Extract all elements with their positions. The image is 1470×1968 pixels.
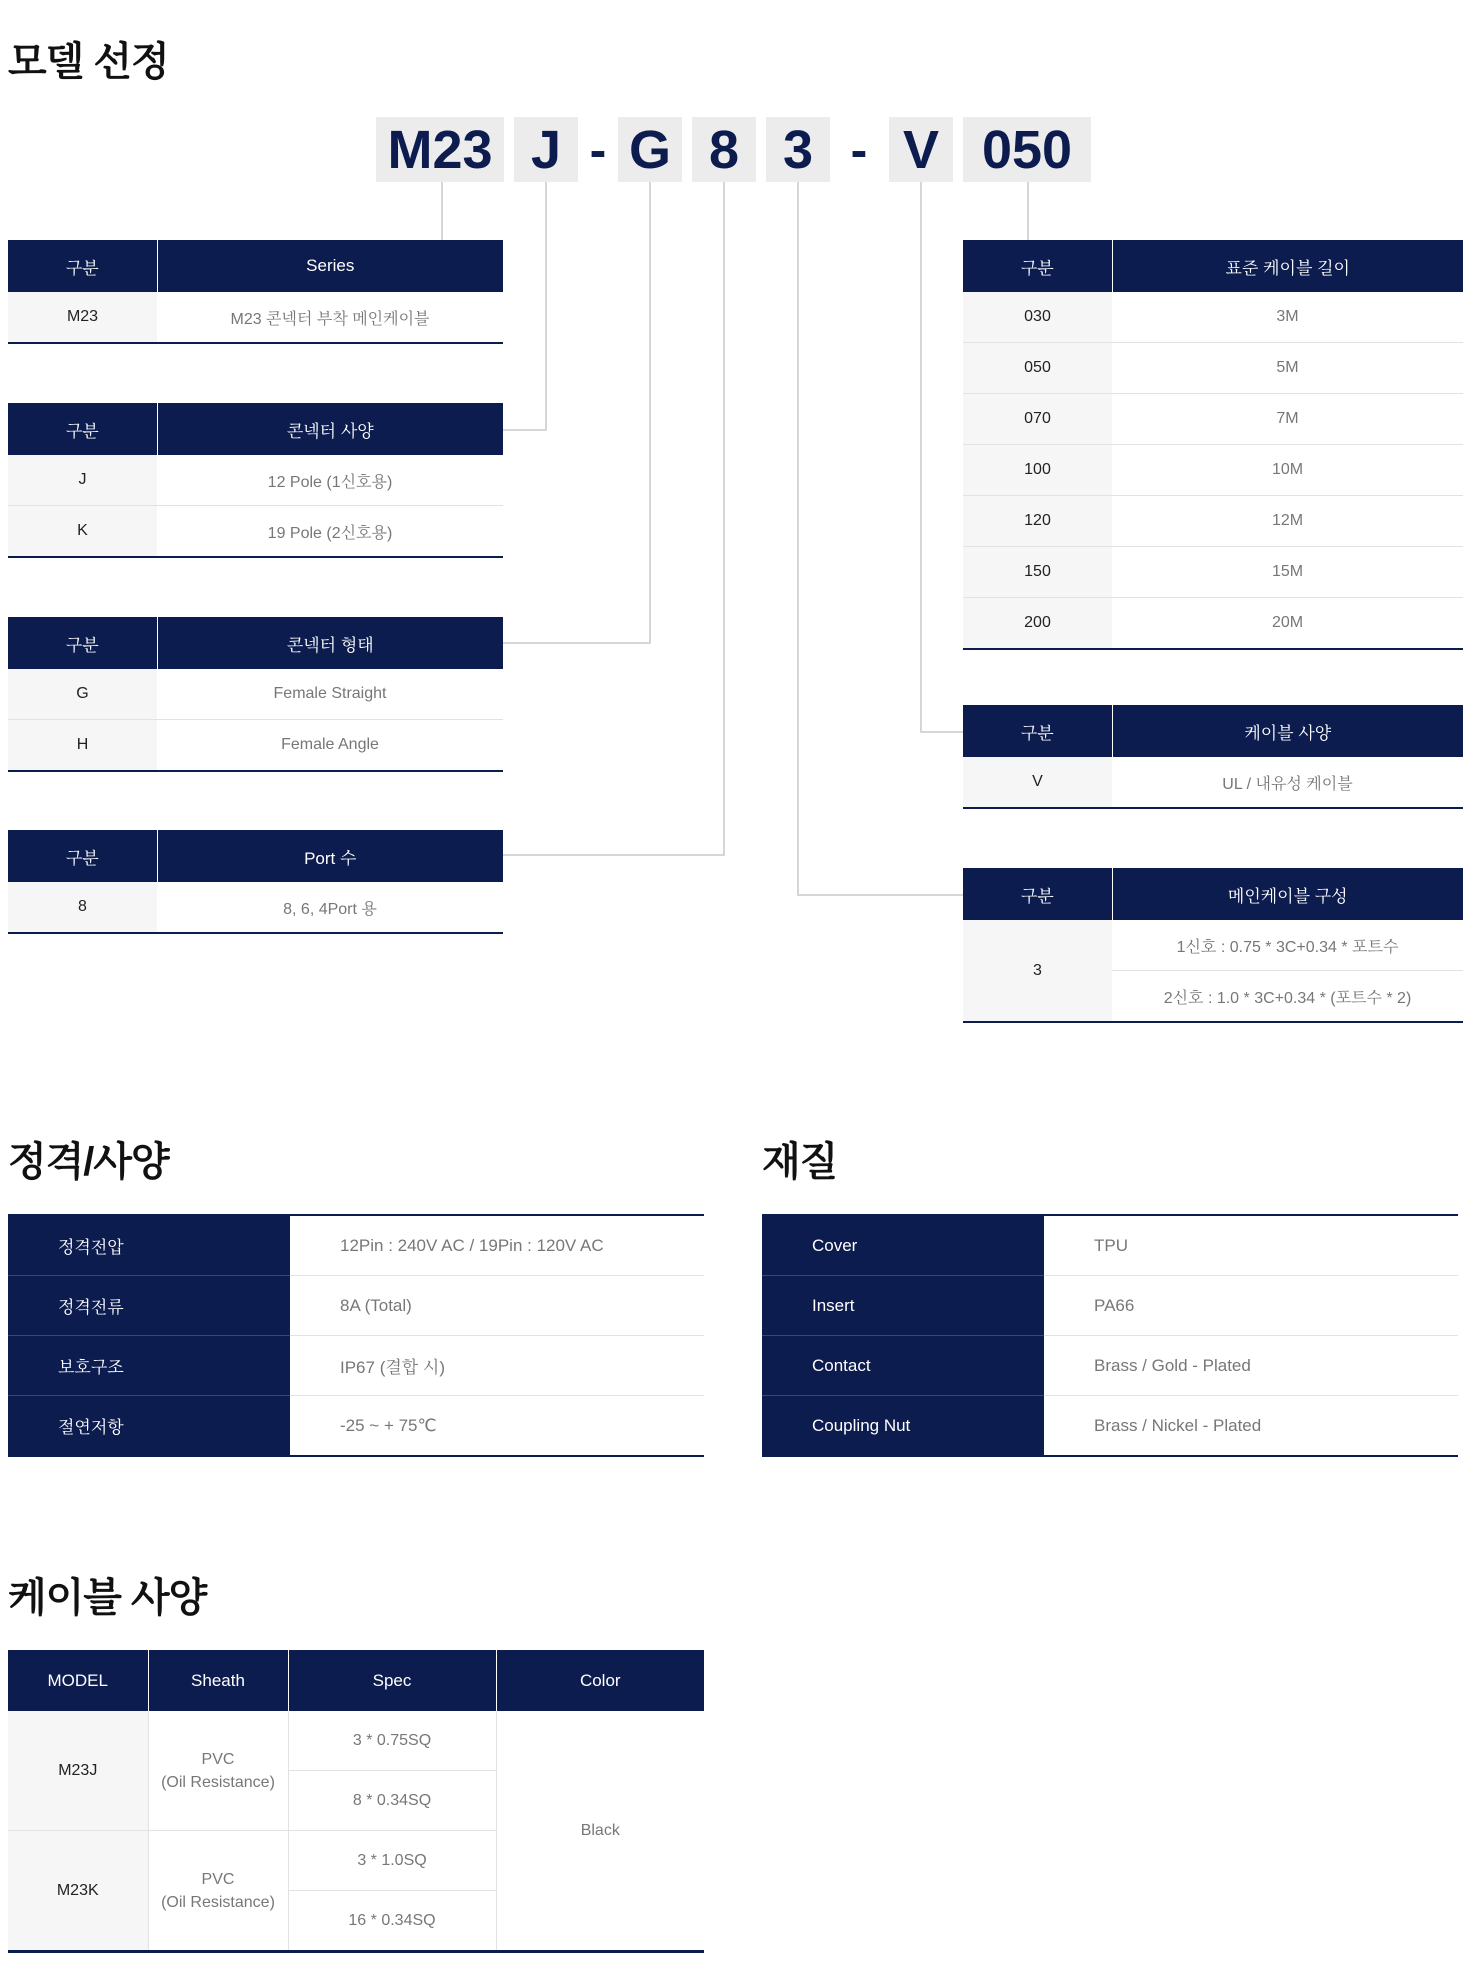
material-part: Coupling Nut [762, 1396, 1044, 1457]
table-row [8, 292, 503, 343]
cable-spec-title: 케이블 사양 [8, 1576, 207, 1620]
code-part-port-count: 8 [692, 117, 756, 182]
spec-value: 3 * 1.0SQ [288, 1831, 496, 1891]
spec-value: 16 * 0.34SQ [288, 1891, 496, 1952]
option-code: 070 [963, 394, 1112, 445]
table-header-model: MODEL [8, 1650, 148, 1711]
color-value: Black [496, 1711, 704, 1952]
option-value: 12M [1112, 496, 1463, 547]
model-name: M23J [8, 1711, 148, 1831]
material-part: Contact [762, 1336, 1044, 1396]
option-code: 8 [8, 882, 157, 933]
rating-label: 보호구조 [8, 1336, 290, 1396]
table-header-key: 구분 [8, 403, 157, 455]
rating-value: 12Pin : 240V AC / 19Pin : 120V AC [290, 1215, 704, 1276]
table-header-port-count: Port 수 [157, 830, 503, 882]
option-code: 200 [963, 598, 1112, 650]
code-part-cable-spec: V [889, 117, 953, 182]
table-row [8, 1336, 704, 1396]
option-code: 050 [963, 343, 1112, 394]
option-value: 1신호 : 0.75 * 3C+0.34 * 포트수 [1112, 920, 1463, 971]
table-header-key: 구분 [963, 240, 1112, 292]
materials-table [762, 1214, 1458, 1457]
option-value: 3M [1112, 292, 1463, 343]
option-value: 2신호 : 1.0 * 3C+0.34 * (포트수 * 2) [1112, 971, 1463, 1023]
option-code: 150 [963, 547, 1112, 598]
table-header-key: 구분 [8, 240, 157, 292]
sheath-note: (Oil Resistance) [161, 1893, 275, 1911]
option-value: 15M [1112, 547, 1463, 598]
option-value: Female Angle [157, 720, 503, 772]
materials-title: 재질 [762, 1140, 838, 1184]
table-row [8, 1276, 704, 1336]
option-value: Female Straight [157, 669, 503, 720]
code-part-connector-spec: J [514, 117, 578, 182]
rating-value: -25 ~ + 75℃ [290, 1396, 704, 1457]
table-header-cable-spec: 케이블 사양 [1112, 705, 1463, 757]
port-count-table [8, 830, 503, 934]
table-header-main-cable: 메인케이블 구성 [1112, 868, 1463, 920]
option-code: 100 [963, 445, 1112, 496]
table-row [8, 1215, 704, 1276]
cable-spec-table [963, 705, 1463, 809]
table-header-cable-length: 표준 케이블 길이 [1112, 240, 1463, 292]
model-name: M23K [8, 1831, 148, 1952]
option-value: 7M [1112, 394, 1463, 445]
material-part: Cover [762, 1215, 1044, 1276]
option-code: 3 [963, 920, 1112, 1022]
option-value: 19 Pole (2신호용) [157, 506, 503, 558]
table-row [8, 882, 503, 933]
table-row [8, 669, 503, 720]
option-code: J [8, 455, 157, 506]
option-value: 5M [1112, 343, 1463, 394]
rating-label: 절연저항 [8, 1396, 290, 1457]
table-row [8, 506, 503, 558]
cable-spec-detail-table [8, 1650, 704, 1953]
table-header-connector-type: 콘넥터 형태 [157, 617, 503, 669]
table-header-series: Series [157, 240, 503, 292]
table-row [762, 1215, 1458, 1276]
table-row [963, 547, 1463, 598]
code-part-main-cable: 3 [766, 117, 830, 182]
rating-value: IP67 (결합 시) [290, 1336, 704, 1396]
code-dash: - [850, 121, 868, 178]
sheath-material: PVC [201, 1870, 235, 1888]
table-header-key: 구분 [8, 617, 157, 669]
table-row [963, 598, 1463, 650]
option-code: M23 [8, 292, 157, 343]
option-value: 12 Pole (1신호용) [157, 455, 503, 506]
sheath-material: PVC [201, 1750, 235, 1768]
material-part: Insert [762, 1276, 1044, 1336]
material-value: Brass / Gold - Plated [1044, 1336, 1458, 1396]
option-value: 10M [1112, 445, 1463, 496]
table-row [963, 394, 1463, 445]
rating-label: 정격전류 [8, 1276, 290, 1336]
option-code: G [8, 669, 157, 720]
option-code: H [8, 720, 157, 772]
option-code: 030 [963, 292, 1112, 343]
sheath-cell [148, 1831, 288, 1952]
table-row [8, 1396, 704, 1457]
connector-type-table [8, 617, 503, 772]
table-header-connector-spec: 콘넥터 사양 [157, 403, 503, 455]
ratings-title: 정격/사양 [8, 1140, 169, 1184]
table-row [963, 292, 1463, 343]
table-row [8, 1711, 704, 1771]
code-dash: - [589, 121, 607, 178]
series-table [8, 240, 503, 344]
rating-value: 8A (Total) [290, 1276, 704, 1336]
table-header-spec: Spec [288, 1650, 496, 1711]
option-value: 20M [1112, 598, 1463, 650]
option-value: M23 콘넥터 부착 메인케이블 [157, 292, 503, 343]
sheath-note: (Oil Resistance) [161, 1773, 275, 1791]
table-header-key: 구분 [8, 830, 157, 882]
table-row [8, 455, 503, 506]
option-value: 8, 6, 4Port 용 [157, 882, 503, 933]
table-row [963, 757, 1463, 808]
sheath-cell [148, 1711, 288, 1831]
table-row [963, 445, 1463, 496]
table-row [963, 920, 1463, 971]
table-header-color: Color [496, 1650, 704, 1711]
option-code: 120 [963, 496, 1112, 547]
model-selection-title: 모델 선정 [8, 40, 169, 84]
ratings-table [8, 1214, 704, 1457]
material-value: Brass / Nickel - Plated [1044, 1396, 1458, 1457]
option-code: V [963, 757, 1112, 808]
table-header-key: 구분 [963, 868, 1112, 920]
material-value: TPU [1044, 1215, 1458, 1276]
table-header-key: 구분 [963, 705, 1112, 757]
main-cable-table [963, 868, 1463, 1023]
table-row [762, 1396, 1458, 1457]
code-part-connector-type: G [618, 117, 682, 182]
spec-value: 3 * 0.75SQ [288, 1711, 496, 1771]
connector-spec-table [8, 403, 503, 558]
table-row [963, 496, 1463, 547]
option-value: UL / 내유성 케이블 [1112, 757, 1463, 808]
cable-length-table [963, 240, 1463, 650]
code-part-cable-length: 050 [963, 117, 1091, 182]
table-row [963, 343, 1463, 394]
table-row [762, 1276, 1458, 1336]
table-header-sheath: Sheath [148, 1650, 288, 1711]
table-row [8, 720, 503, 772]
material-value: PA66 [1044, 1276, 1458, 1336]
rating-label: 정격전압 [8, 1215, 290, 1276]
table-row [762, 1336, 1458, 1396]
option-code: K [8, 506, 157, 558]
code-part-series: M23 [376, 117, 504, 182]
spec-value: 8 * 0.34SQ [288, 1771, 496, 1831]
